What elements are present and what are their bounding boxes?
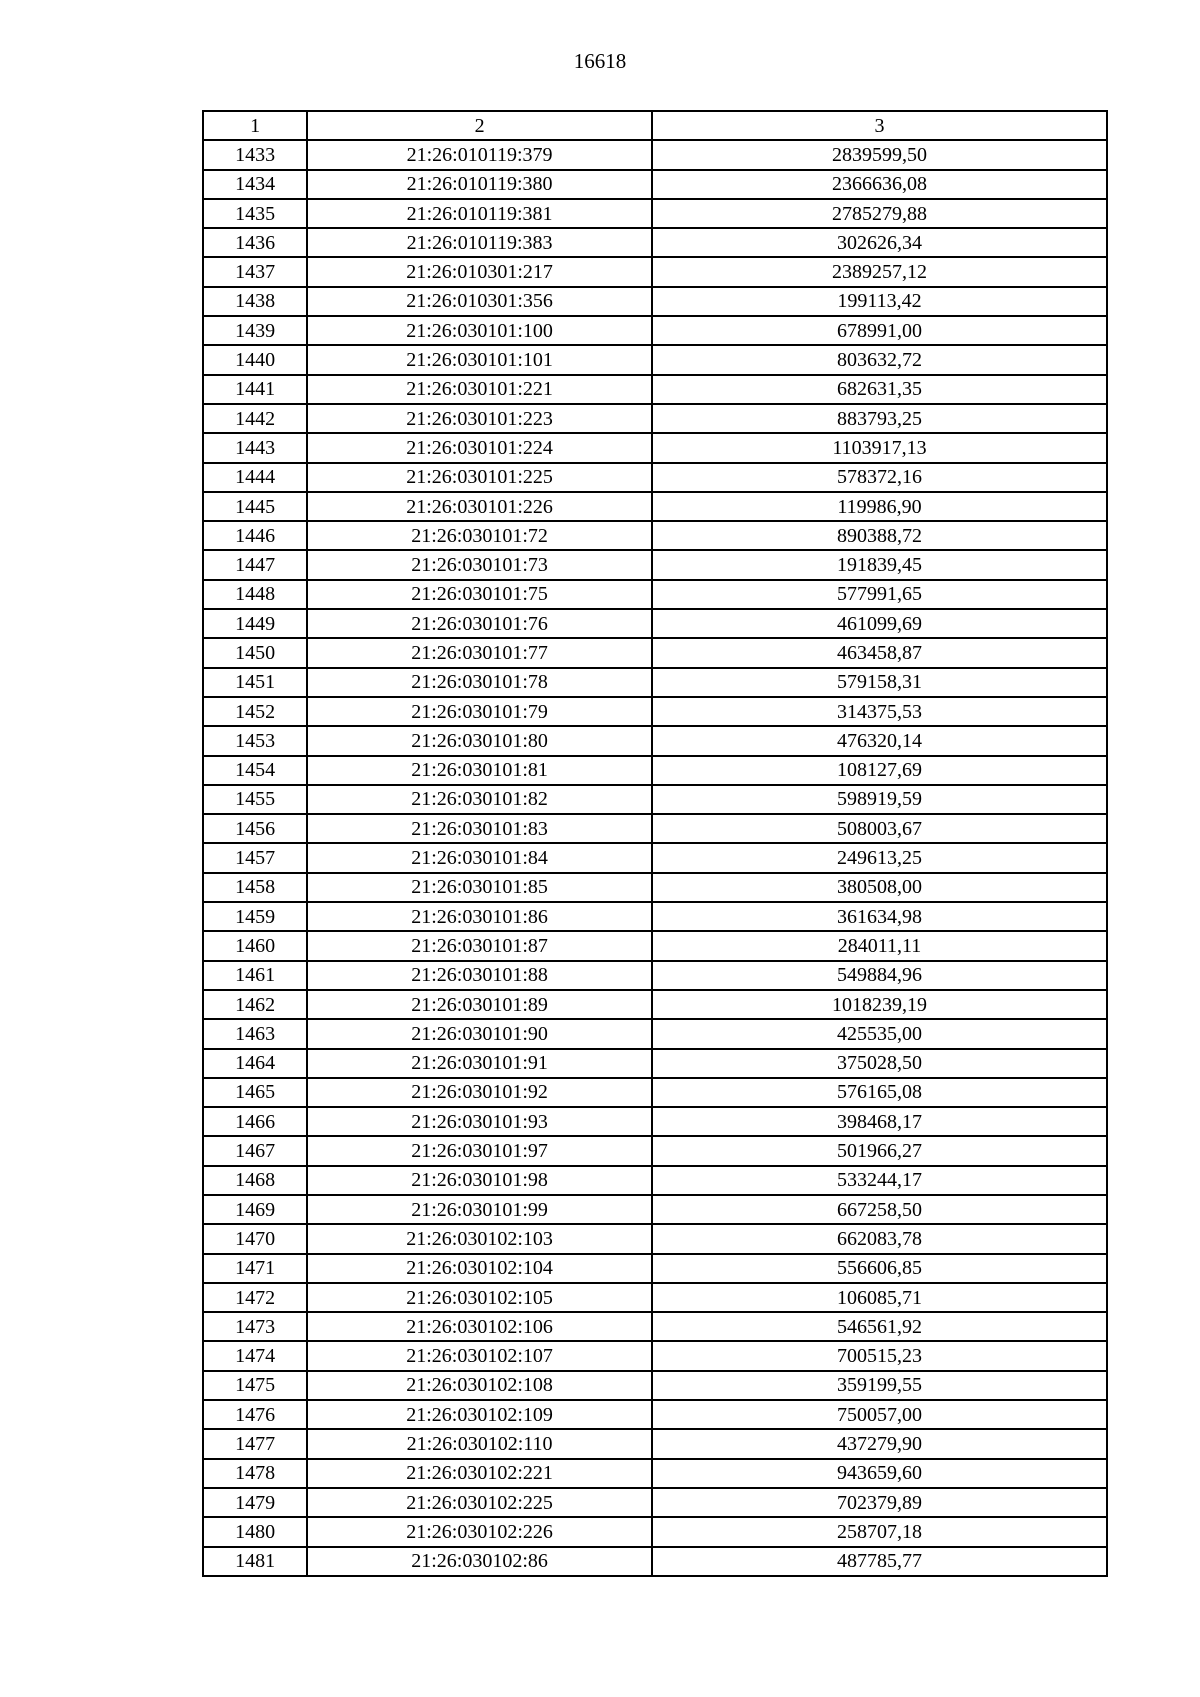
value-cell: 284011,11 <box>652 931 1107 960</box>
table-row <box>203 1488 1107 1517</box>
value-cell: 1018239,19 <box>652 990 1107 1019</box>
row-number-cell: 1472 <box>203 1283 307 1312</box>
cadastral-number-cell: 21:26:030101:80 <box>307 726 652 755</box>
data-table <box>202 110 1108 1577</box>
value-cell: 678991,00 <box>652 316 1107 345</box>
value-cell: 750057,00 <box>652 1400 1107 1429</box>
row-number-cell: 1468 <box>203 1166 307 1195</box>
row-number-cell: 1477 <box>203 1429 307 1458</box>
cadastral-number-cell: 21:26:030102:103 <box>307 1224 652 1253</box>
table-row <box>203 287 1107 316</box>
value-cell: 119986,90 <box>652 492 1107 521</box>
table-row <box>203 638 1107 667</box>
table-header-row <box>203 111 1107 140</box>
value-cell: 508003,67 <box>652 814 1107 843</box>
cadastral-number-cell: 21:26:030101:91 <box>307 1049 652 1078</box>
row-number-cell: 1438 <box>203 287 307 316</box>
row-number-cell: 1435 <box>203 199 307 228</box>
table-row <box>203 1459 1107 1488</box>
cadastral-number-cell: 21:26:010119:379 <box>307 140 652 169</box>
table-row <box>203 1400 1107 1429</box>
cadastral-number-cell: 21:26:030101:87 <box>307 931 652 960</box>
row-number-cell: 1453 <box>203 726 307 755</box>
row-number-cell: 1479 <box>203 1488 307 1517</box>
table-row <box>203 404 1107 433</box>
cadastral-number-cell: 21:26:030101:226 <box>307 492 652 521</box>
table-row <box>203 931 1107 960</box>
table-row <box>203 375 1107 404</box>
value-cell: 577991,65 <box>652 580 1107 609</box>
row-number-cell: 1480 <box>203 1517 307 1546</box>
table-row <box>203 668 1107 697</box>
value-cell: 108127,69 <box>652 756 1107 785</box>
row-number-cell: 1461 <box>203 961 307 990</box>
table-row <box>203 756 1107 785</box>
cadastral-number-cell: 21:26:030101:88 <box>307 961 652 990</box>
table-row <box>203 1429 1107 1458</box>
table-row <box>203 1049 1107 1078</box>
cadastral-number-cell: 21:26:030101:76 <box>307 609 652 638</box>
value-cell: 533244,17 <box>652 1166 1107 1195</box>
value-cell: 702379,89 <box>652 1488 1107 1517</box>
row-number-cell: 1440 <box>203 345 307 374</box>
column-header: 3 <box>652 111 1107 140</box>
row-number-cell: 1475 <box>203 1371 307 1400</box>
row-number-cell: 1437 <box>203 257 307 286</box>
value-cell: 302626,34 <box>652 228 1107 257</box>
row-number-cell: 1441 <box>203 375 307 404</box>
table-row <box>203 316 1107 345</box>
cadastral-number-cell: 21:26:030102:221 <box>307 1459 652 1488</box>
value-cell: 380508,00 <box>652 873 1107 902</box>
row-number-cell: 1463 <box>203 1019 307 1048</box>
value-cell: 578372,16 <box>652 463 1107 492</box>
table-row <box>203 140 1107 169</box>
row-number-cell: 1452 <box>203 697 307 726</box>
table-row <box>203 521 1107 550</box>
cadastral-number-cell: 21:26:010301:217 <box>307 257 652 286</box>
row-number-cell: 1462 <box>203 990 307 1019</box>
row-number-cell: 1449 <box>203 609 307 638</box>
row-number-cell: 1448 <box>203 580 307 609</box>
table-row <box>203 1341 1107 1370</box>
cadastral-number-cell: 21:26:010301:356 <box>307 287 652 316</box>
value-cell: 199113,42 <box>652 287 1107 316</box>
table-row <box>203 1195 1107 1224</box>
value-cell: 249613,25 <box>652 843 1107 872</box>
row-number-cell: 1473 <box>203 1312 307 1341</box>
row-number-cell: 1442 <box>203 404 307 433</box>
table-row <box>203 433 1107 462</box>
table-row <box>203 843 1107 872</box>
table-row <box>203 1107 1107 1136</box>
value-cell: 2389257,12 <box>652 257 1107 286</box>
column-header: 2 <box>307 111 652 140</box>
row-number-cell: 1478 <box>203 1459 307 1488</box>
value-cell: 398468,17 <box>652 1107 1107 1136</box>
value-cell: 662083,78 <box>652 1224 1107 1253</box>
cadastral-number-cell: 21:26:030101:85 <box>307 873 652 902</box>
row-number-cell: 1454 <box>203 756 307 785</box>
row-number-cell: 1474 <box>203 1341 307 1370</box>
value-cell: 890388,72 <box>652 521 1107 550</box>
value-cell: 476320,14 <box>652 726 1107 755</box>
row-number-cell: 1434 <box>203 170 307 199</box>
cadastral-number-cell: 21:26:030101:99 <box>307 1195 652 1224</box>
table-row <box>203 170 1107 199</box>
table-row <box>203 550 1107 579</box>
table-row <box>203 961 1107 990</box>
cadastral-number-cell: 21:26:030102:106 <box>307 1312 652 1341</box>
table-row <box>203 199 1107 228</box>
table-row <box>203 1078 1107 1107</box>
table-row <box>203 990 1107 1019</box>
row-number-cell: 1481 <box>203 1547 307 1576</box>
row-number-cell: 1470 <box>203 1224 307 1253</box>
cadastral-number-cell: 21:26:030101:86 <box>307 902 652 931</box>
row-number-cell: 1465 <box>203 1078 307 1107</box>
cadastral-number-cell: 21:26:030101:225 <box>307 463 652 492</box>
row-number-cell: 1457 <box>203 843 307 872</box>
cadastral-number-cell: 21:26:030102:107 <box>307 1341 652 1370</box>
value-cell: 598919,59 <box>652 785 1107 814</box>
cadastral-number-cell: 21:26:030101:97 <box>307 1136 652 1165</box>
cadastral-number-cell: 21:26:030101:79 <box>307 697 652 726</box>
value-cell: 556606,85 <box>652 1254 1107 1283</box>
row-number-cell: 1451 <box>203 668 307 697</box>
value-cell: 2366636,08 <box>652 170 1107 199</box>
cadastral-number-cell: 21:26:030102:225 <box>307 1488 652 1517</box>
row-number-cell: 1450 <box>203 638 307 667</box>
cadastral-number-cell: 21:26:030101:221 <box>307 375 652 404</box>
value-cell: 546561,92 <box>652 1312 1107 1341</box>
row-number-cell: 1469 <box>203 1195 307 1224</box>
cadastral-number-cell: 21:26:030101:92 <box>307 1078 652 1107</box>
value-cell: 359199,55 <box>652 1371 1107 1400</box>
table-row <box>203 1312 1107 1341</box>
cadastral-number-cell: 21:26:030101:83 <box>307 814 652 843</box>
cadastral-number-cell: 21:26:030101:98 <box>307 1166 652 1195</box>
cadastral-number-cell: 21:26:030102:86 <box>307 1547 652 1576</box>
row-number-cell: 1455 <box>203 785 307 814</box>
row-number-cell: 1436 <box>203 228 307 257</box>
cadastral-number-cell: 21:26:030101:72 <box>307 521 652 550</box>
cadastral-number-cell: 21:26:030101:223 <box>307 404 652 433</box>
row-number-cell: 1459 <box>203 902 307 931</box>
cadastral-number-cell: 21:26:030101:84 <box>307 843 652 872</box>
cadastral-number-cell: 21:26:030101:81 <box>307 756 652 785</box>
cadastral-number-cell: 21:26:030101:224 <box>307 433 652 462</box>
value-cell: 576165,08 <box>652 1078 1107 1107</box>
table-row <box>203 873 1107 902</box>
row-number-cell: 1458 <box>203 873 307 902</box>
value-cell: 883793,25 <box>652 404 1107 433</box>
value-cell: 682631,35 <box>652 375 1107 404</box>
column-header: 1 <box>203 111 307 140</box>
value-cell: 106085,71 <box>652 1283 1107 1312</box>
row-number-cell: 1456 <box>203 814 307 843</box>
value-cell: 700515,23 <box>652 1341 1107 1370</box>
value-cell: 579158,31 <box>652 668 1107 697</box>
table-row <box>203 1517 1107 1546</box>
row-number-cell: 1476 <box>203 1400 307 1429</box>
cadastral-number-cell: 21:26:030101:100 <box>307 316 652 345</box>
value-cell: 2839599,50 <box>652 140 1107 169</box>
row-number-cell: 1443 <box>203 433 307 462</box>
row-number-cell: 1471 <box>203 1254 307 1283</box>
table-row <box>203 1224 1107 1253</box>
cadastral-number-cell: 21:26:010119:381 <box>307 199 652 228</box>
cadastral-number-cell: 21:26:030102:108 <box>307 1371 652 1400</box>
value-cell: 943659,60 <box>652 1459 1107 1488</box>
value-cell: 191839,45 <box>652 550 1107 579</box>
value-cell: 314375,53 <box>652 697 1107 726</box>
value-cell: 258707,18 <box>652 1517 1107 1546</box>
row-number-cell: 1460 <box>203 931 307 960</box>
table-row <box>203 1136 1107 1165</box>
table-row <box>203 1019 1107 1048</box>
cadastral-number-cell: 21:26:030102:110 <box>307 1429 652 1458</box>
cadastral-number-cell: 21:26:030101:93 <box>307 1107 652 1136</box>
table-row <box>203 228 1107 257</box>
row-number-cell: 1446 <box>203 521 307 550</box>
value-cell: 425535,00 <box>652 1019 1107 1048</box>
row-number-cell: 1439 <box>203 316 307 345</box>
cadastral-number-cell: 21:26:030101:77 <box>307 638 652 667</box>
cadastral-number-cell: 21:26:030101:73 <box>307 550 652 579</box>
table-row <box>203 492 1107 521</box>
row-number-cell: 1447 <box>203 550 307 579</box>
table-row <box>203 1371 1107 1400</box>
row-number-cell: 1445 <box>203 492 307 521</box>
row-number-cell: 1444 <box>203 463 307 492</box>
table-row <box>203 345 1107 374</box>
value-cell: 463458,87 <box>652 638 1107 667</box>
table-row <box>203 580 1107 609</box>
table-row <box>203 1283 1107 1312</box>
table-row <box>203 1166 1107 1195</box>
value-cell: 375028,50 <box>652 1049 1107 1078</box>
table-row <box>203 463 1107 492</box>
table-row <box>203 257 1107 286</box>
page-number: 16618 <box>573 49 627 73</box>
cadastral-number-cell: 21:26:010119:380 <box>307 170 652 199</box>
table-row <box>203 902 1107 931</box>
cadastral-number-cell: 21:26:030101:90 <box>307 1019 652 1048</box>
table-row <box>203 609 1107 638</box>
cadastral-number-cell: 21:26:030101:78 <box>307 668 652 697</box>
value-cell: 437279,90 <box>652 1429 1107 1458</box>
table-row <box>203 785 1107 814</box>
value-cell: 361634,98 <box>652 902 1107 931</box>
row-number-cell: 1433 <box>203 140 307 169</box>
value-cell: 501966,27 <box>652 1136 1107 1165</box>
table-row <box>203 814 1107 843</box>
cadastral-number-cell: 21:26:030102:105 <box>307 1283 652 1312</box>
cadastral-number-cell: 21:26:030101:89 <box>307 990 652 1019</box>
value-cell: 803632,72 <box>652 345 1107 374</box>
cadastral-number-cell: 21:26:030102:226 <box>307 1517 652 1546</box>
value-cell: 667258,50 <box>652 1195 1107 1224</box>
cadastral-number-cell: 21:26:030101:101 <box>307 345 652 374</box>
table-body <box>203 111 1107 1576</box>
value-cell: 461099,69 <box>652 609 1107 638</box>
table-row <box>203 1547 1107 1576</box>
cadastral-number-cell: 21:26:030102:104 <box>307 1254 652 1283</box>
cadastral-number-cell: 21:26:010119:383 <box>307 228 652 257</box>
cadastral-number-cell: 21:26:030101:82 <box>307 785 652 814</box>
value-cell: 549884,96 <box>652 961 1107 990</box>
table-row <box>203 726 1107 755</box>
table-row <box>203 697 1107 726</box>
cadastral-number-cell: 21:26:030102:109 <box>307 1400 652 1429</box>
row-number-cell: 1467 <box>203 1136 307 1165</box>
table-row <box>203 1254 1107 1283</box>
row-number-cell: 1464 <box>203 1049 307 1078</box>
value-cell: 487785,77 <box>652 1547 1107 1576</box>
row-number-cell: 1466 <box>203 1107 307 1136</box>
value-cell: 2785279,88 <box>652 199 1107 228</box>
cadastral-number-cell: 21:26:030101:75 <box>307 580 652 609</box>
value-cell: 1103917,13 <box>652 433 1107 462</box>
